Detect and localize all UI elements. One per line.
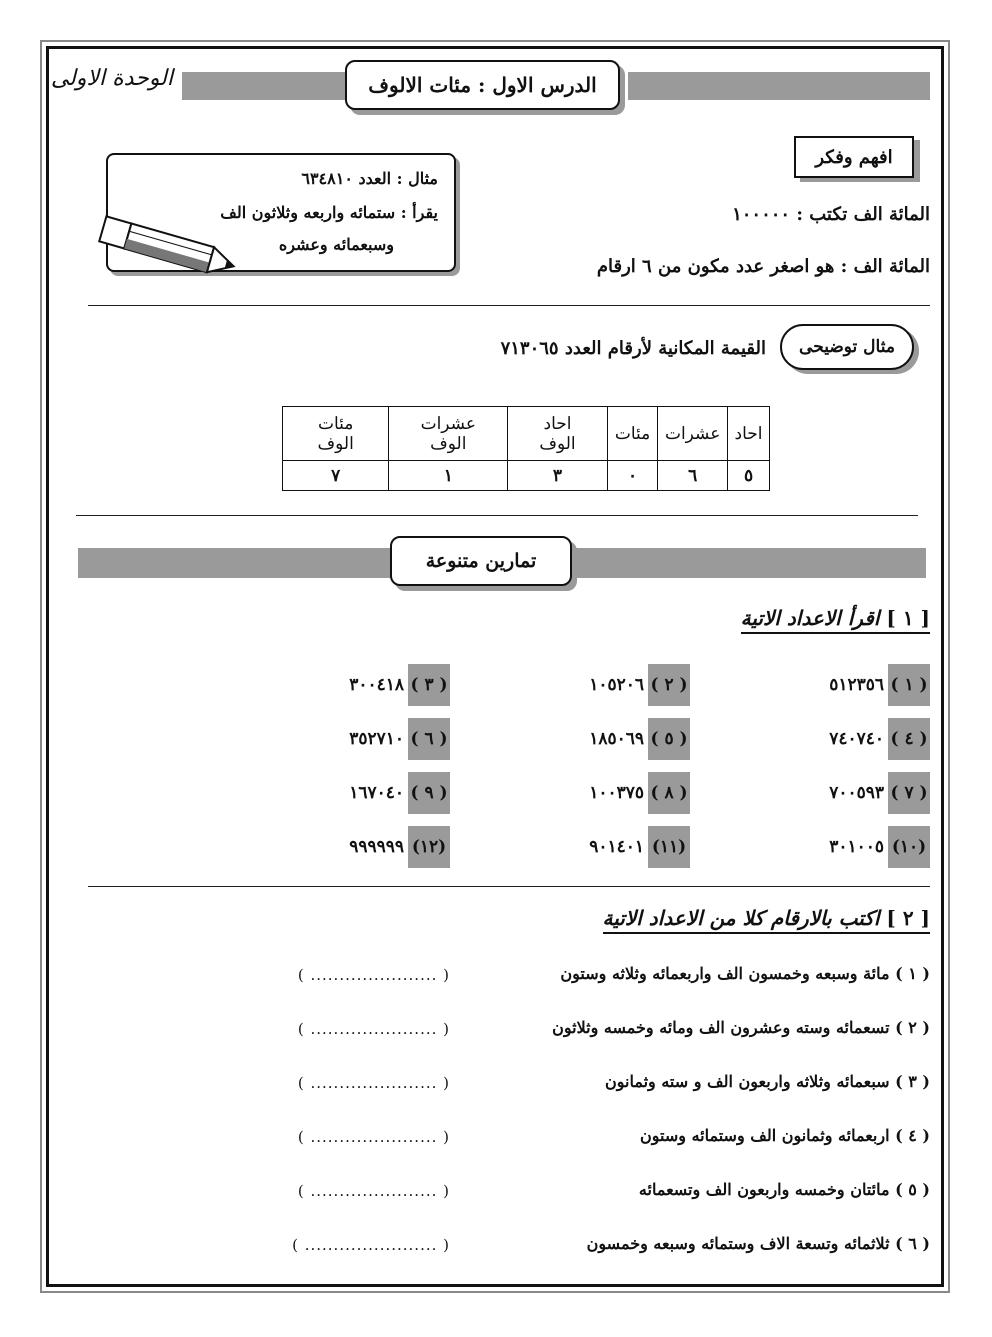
header-hundreds: مئات <box>607 407 658 461</box>
q2-item-text: ( ١ ) مائة وسبعه وخمسون الف واربعمائه وثلاثه وستون <box>560 964 930 983</box>
header-tens: عشرات <box>658 407 728 461</box>
q1-item-value: ٧٠٠٥٩٣ <box>829 783 884 803</box>
header-ones: احاد <box>728 407 770 461</box>
q2-heading-number: [ ٢ ] <box>886 906 930 930</box>
q2-item-text: ( ٢ ) تسعمائه وسته وعشرون الف ومائه وخمسه وثلاثون <box>552 1018 930 1037</box>
header-bar-right <box>628 72 930 100</box>
fact-line-2: المائة الف : هو اصغر عدد مكون من ٦ ارقام <box>596 256 930 277</box>
q1-item-number: ( ٨ ) <box>648 772 690 814</box>
q1-item-number: ( ٤ ) <box>888 718 930 760</box>
digit-thousands: ٣ <box>508 461 607 491</box>
q1-heading-number: [ ١ ] <box>886 606 930 630</box>
q1-item <box>829 664 930 706</box>
q1-item <box>349 664 450 706</box>
q1-item-number: ( ٦ ) <box>408 718 450 760</box>
q1-item <box>589 826 690 868</box>
exercises-bar-left <box>78 548 394 578</box>
q1-item <box>829 718 930 760</box>
place-value-table <box>282 406 770 491</box>
q1-item <box>829 826 930 868</box>
digit-hundred-thousands: ٧ <box>283 461 389 491</box>
header-thousands: احاد الوف <box>508 407 607 461</box>
q1-item-number: ( ٢ ) <box>648 664 690 706</box>
q1-item <box>589 772 690 814</box>
pencil-icon <box>92 212 240 284</box>
divider-3 <box>88 886 930 887</box>
illustration-text: القيمة المكانية لأرقام العدد ٧١٣٠٦٥ <box>500 338 766 359</box>
lesson-title: الدرس الاول : مئات الالوف <box>345 60 620 110</box>
example-line-2: يقرأ : ستمائه واربعه وثلاثون الف <box>220 203 438 222</box>
think-box: افهم وفكر <box>794 136 914 178</box>
q1-item-value: ١٦٧٠٤٠ <box>349 783 404 803</box>
divider-1 <box>88 305 930 306</box>
q1-item-value: ٣٥٢٧١٠ <box>349 729 404 749</box>
fact-line-1: المائة الف تكتب : ١٠٠٠٠٠ <box>732 204 930 225</box>
digit-hundreds: ٠ <box>607 461 658 491</box>
q1-item-value: ١٠٥٢٠٦ <box>589 675 644 695</box>
q2-answer-blank[interactable]: ( ...................... ) <box>297 1020 450 1038</box>
q1-item <box>349 718 450 760</box>
q1-item-number: ( ٧ ) <box>888 772 930 814</box>
q1-item-value: ٧٤٠٧٤٠ <box>829 729 884 749</box>
q2-answer-blank[interactable]: ( ...................... ) <box>297 1074 450 1092</box>
q2-heading-text: اكتب بالارقام كلا من الاعداد الاتية <box>602 906 880 930</box>
q1-item-value: ١٠٠٣٧٥ <box>589 783 644 803</box>
q2-answer-blank[interactable]: ( ...................... ) <box>297 1182 450 1200</box>
exercises-title: تمارين متنوعة <box>390 536 572 586</box>
q1-item <box>589 664 690 706</box>
digit-ten-thousands: ١ <box>389 461 508 491</box>
q2-item-text: ( ٥ ) مائتان وخمسه واربعون الف وتسعمائه <box>638 1180 930 1199</box>
example-line-3: وسبعمائه وعشره <box>278 235 394 254</box>
exercises-bar-right <box>570 548 926 578</box>
q1-item-value: ١٨٥٠٦٩ <box>589 729 644 749</box>
q1-item <box>349 772 450 814</box>
q1-item-number: (١٢) <box>408 826 450 868</box>
q1-heading <box>741 606 930 634</box>
q1-item-value: ٥١٢٣٥٦ <box>829 675 884 695</box>
illustration-label: مثال توضيحى <box>780 324 914 370</box>
q1-item-value: ٣٠١٠٠٥ <box>829 837 884 857</box>
q1-item-number: ( ٩ ) <box>408 772 450 814</box>
header-bar-left <box>182 72 352 100</box>
digit-tens: ٦ <box>658 461 728 491</box>
q1-heading-text: اقرأ الاعداد الاتية <box>740 606 880 630</box>
header-ten-thousands: عشرات الوف <box>389 407 508 461</box>
digit-ones: ٥ <box>728 461 770 491</box>
divider-2 <box>76 515 918 516</box>
q2-item-text: ( ٦ ) ثلاثمائه وتسعة الاف وستمائه وسبعه وخمسون <box>586 1234 930 1253</box>
q1-item-number: (١٠) <box>888 826 930 868</box>
example-line-1: مثال : العدد ٦٣٤٨١٠ <box>301 169 438 188</box>
unit-label: الوحدة الاولى <box>50 66 173 91</box>
q2-answer-blank[interactable]: ( ...................... ) <box>297 1128 450 1146</box>
q2-answer-blank[interactable]: ( ....................... ) <box>292 1236 450 1254</box>
q1-item-value: ٩٩٩٩٩٩ <box>349 837 404 857</box>
q1-item-number: ( ١ ) <box>888 664 930 706</box>
q1-item-value: ٣٠٠٤١٨ <box>349 675 404 695</box>
q1-item-number: ( ٣ ) <box>408 664 450 706</box>
q1-item <box>349 826 450 868</box>
q1-item <box>589 718 690 760</box>
q2-heading <box>603 906 930 934</box>
q2-item-text: ( ٣ ) سبعمائه وثلاثه واربعون الف و سته وثمانون <box>604 1072 930 1091</box>
q2-item-text: ( ٤ ) اربعمائه وثمانون الف وستمائه وستون <box>640 1126 930 1145</box>
q1-item <box>829 772 930 814</box>
header-hundred-thousands: مئات الوف <box>283 407 389 461</box>
q2-answer-blank[interactable]: ( ...................... ) <box>297 966 450 984</box>
q1-item-value: ٩٠١٤٠١ <box>589 837 644 857</box>
q1-item-number: (١١) <box>648 826 690 868</box>
q1-item-number: ( ٥ ) <box>648 718 690 760</box>
